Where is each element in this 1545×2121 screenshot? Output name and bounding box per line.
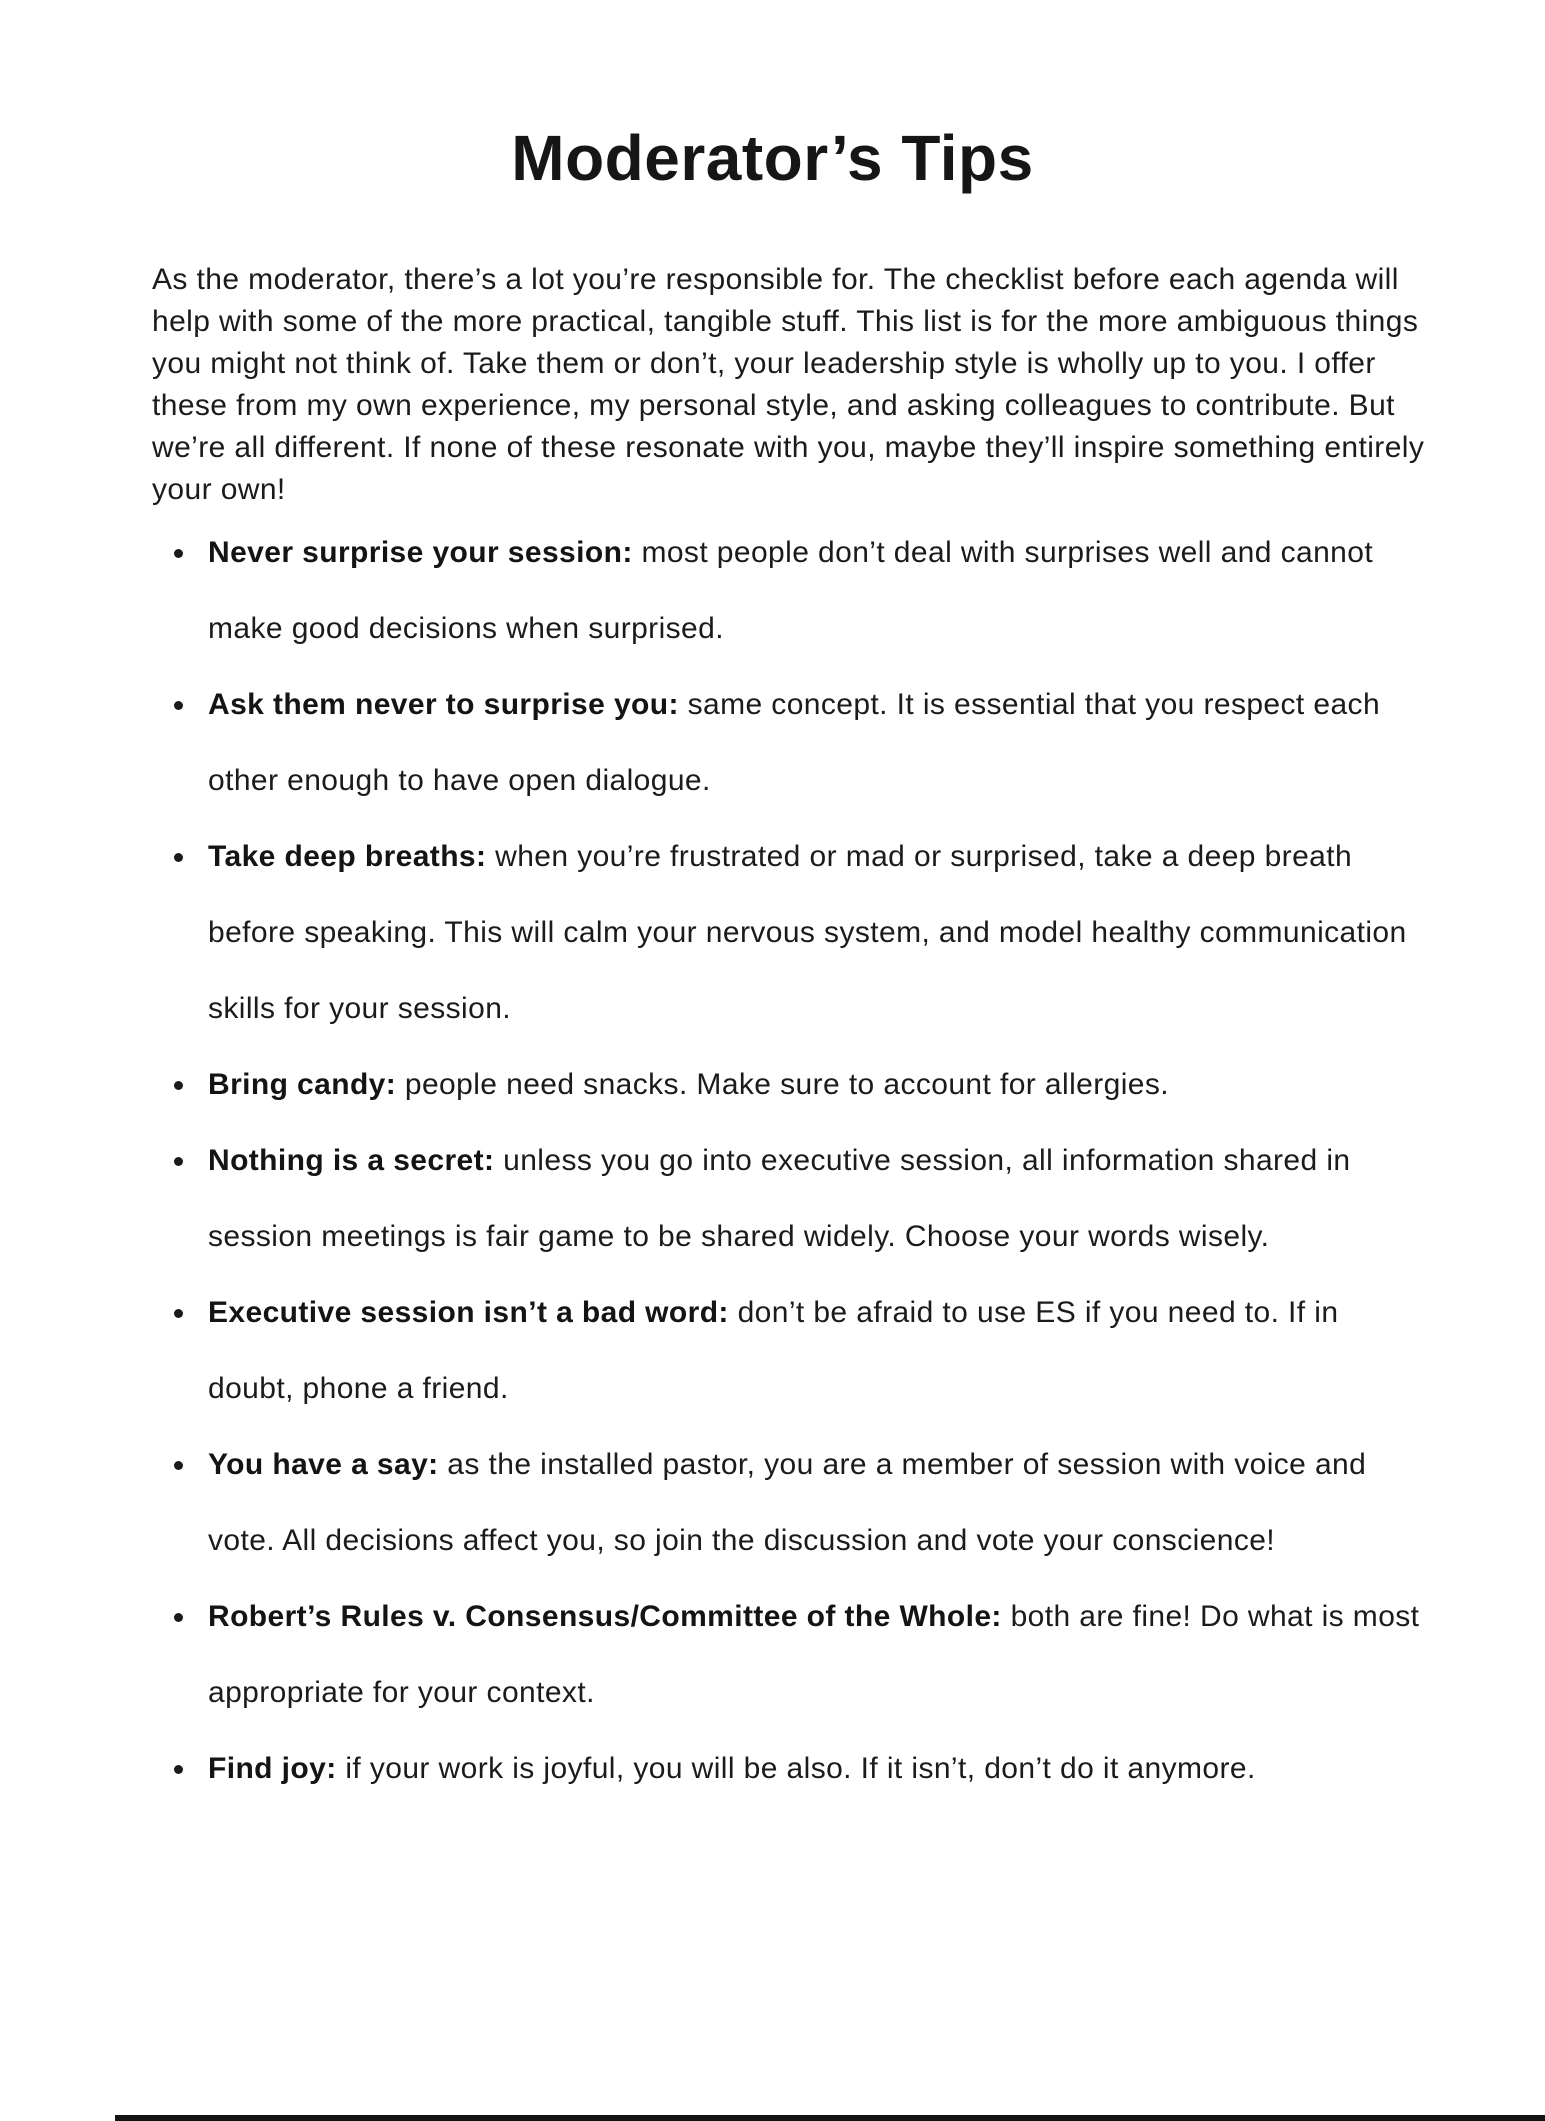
list-item bbox=[208, 515, 1426, 667]
page-title: Moderator’s Tips bbox=[511, 122, 1034, 194]
bottom-dark-bar bbox=[115, 2115, 1545, 2121]
tip-lead: Take deep breaths: bbox=[208, 840, 487, 873]
tip-body: same concept. It is essential that you respect each other enough to have open dialogue. bbox=[208, 688, 1381, 797]
tip-body: as the installed pastor, you are a member of session with voice and vote. All decisions affect you, so join the discussion and vote your conscience! bbox=[208, 1448, 1367, 1557]
tip-lead: Nothing is a secret: bbox=[208, 1144, 495, 1177]
tip-body: when you’re frustrated or mad or surprised, take a deep breath before speaking. This will calm your nervous system, and model healthy communication skills for your session. bbox=[208, 840, 1407, 1025]
list-item bbox=[208, 819, 1426, 1047]
tip-body: don’t be afraid to use ES if you need to. If in doubt, phone a friend. bbox=[208, 1296, 1339, 1405]
tip-body: both are fine! Do what is most appropriate for your context. bbox=[208, 1600, 1420, 1709]
list-item bbox=[208, 1123, 1426, 1275]
tips-list bbox=[208, 515, 1426, 1807]
tip-body: unless you go into executive session, all information shared in session meetings is fair game to be shared widely. Choose your words wisely. bbox=[208, 1144, 1351, 1253]
tip-body: people need snacks. Make sure to account for allergies. bbox=[396, 1068, 1169, 1101]
tip-lead: Executive session isn’t a bad word: bbox=[208, 1296, 729, 1329]
tip-body: if your work is joyful, you will be also. If it isn’t, don’t do it anymore. bbox=[336, 1752, 1256, 1785]
tip-lead: Never surprise your session: bbox=[208, 536, 633, 569]
intro-paragraph: As the moderator, there’s a lot you’re responsible for. The checklist before each agenda will help with some of the more practical, tangible stuff. This list is for the more ambiguous things you might not think of. Take them or don’t, your leadership style is wholly up to you. I offer these from my own experience, my personal style, and asking colleagues to contribute. But we’re all different. If none of these resonate with you, maybe they’ll inspire something entirely your own! bbox=[152, 263, 1425, 506]
tip-lead: Bring candy: bbox=[208, 1068, 397, 1101]
tip-lead: Find joy: bbox=[208, 1752, 337, 1785]
list-item bbox=[208, 667, 1426, 819]
tip-lead: You have a say: bbox=[208, 1448, 439, 1481]
tip-lead: Robert’s Rules v. Consensus/Committee of the Whole: bbox=[208, 1600, 1002, 1633]
list-item bbox=[208, 1047, 1426, 1123]
list-item bbox=[208, 1427, 1426, 1579]
tip-lead: Ask them never to surprise you: bbox=[208, 688, 679, 721]
list-item bbox=[208, 1731, 1426, 1807]
tip-body: most people don’t deal with surprises well and cannot make good decisions when surprised. bbox=[208, 536, 1374, 645]
list-item bbox=[208, 1275, 1426, 1427]
list-item bbox=[208, 1579, 1426, 1731]
